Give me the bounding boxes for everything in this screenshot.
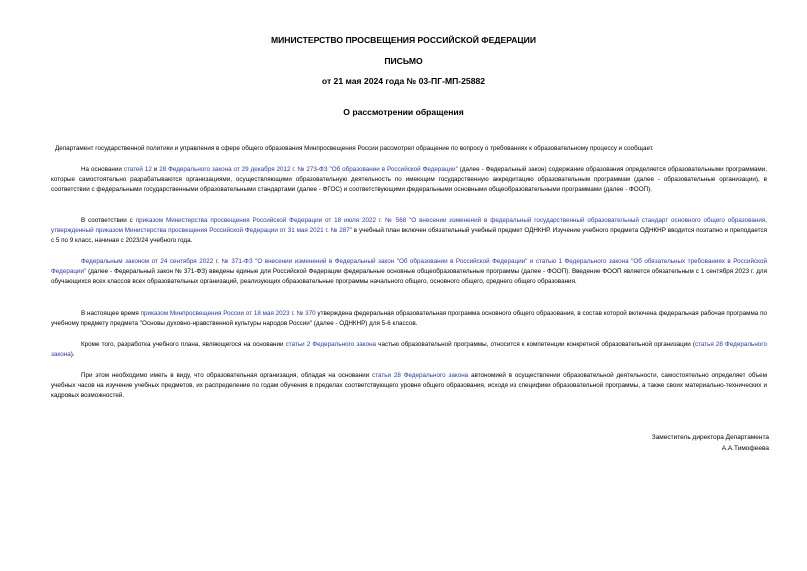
link-article-12[interactable]: статей 12 xyxy=(123,166,152,173)
link-article-28-autonomy[interactable]: статьи 28 Федерального закона xyxy=(372,372,469,379)
paragraph-2 xyxy=(51,165,767,195)
paragraph-7-text-2: автономией в осуществлении образовательной деятельности, самостоятельно определяет объем учебных часов на изучение учебных предметов, их распределение по годам обучения в пределах соответствующего уровня общего образования, исходя из специфики образовательной программы, а также своих материально-технических и кадровых возможностей. xyxy=(51,372,767,399)
paragraph-3 xyxy=(51,216,767,246)
paragraph-5-text-2: утверждена федеральная образовательная программа основного общего образования, в состав которой включена федеральная рабочая программа по учебному предмету предмета "Основы духовно-нравственной культуры народов России" (далее - ОДНКНР) для 5-6 классов. xyxy=(51,310,767,327)
paragraph-6 xyxy=(51,340,767,360)
paragraph-7-text-1: При этом необходимо иметь в виду, что образовательная организация, обладая на основании xyxy=(81,372,373,379)
signature-position: Заместитель директора Департамента xyxy=(651,434,769,441)
link-federal-law-371[interactable]: Федеральным законом от 24 сентября 2022 г. № 371-ФЗ "О внесении изменений в Федеральный закон "Об образовании в Российской Федерации" и статью 1 Федерального закона "Об обязательных требованиях в Российской Федерации" xyxy=(51,258,767,275)
paragraph-7 xyxy=(51,371,767,401)
link-article-28[interactable]: статья 28 Федерального закона xyxy=(51,341,767,358)
ministry-title: МИНИСТЕРСТВО ПРОСВЕЩЕНИЯ РОССИЙСКОЙ ФЕДЕРАЦИИ xyxy=(270,35,537,45)
paragraph-1-text: Департамент государственной политики и управления в сфере общего образования Минпросвещения России рассмотрел обращение по вопросу о требованиях к образовательному процессу и сообщает. xyxy=(55,145,654,152)
paragraph-6-text-1: Кроме того, разработка учебного плана, являющегося на основании xyxy=(81,341,286,348)
link-order-370[interactable]: приказом Минпросвещения России от 18 мая 2023 г. № 370 xyxy=(140,310,316,317)
paragraph-2-text-3: (далее - Федеральный закон) содержание образования определяется образовательными программами, которые самостоятельно разрабатываются организациями, осуществляющими образовательную деятельность по имеющим государственную аккредитацию образовательным программам (далее - образовательные организации), в соответствии с федеральными государственными образовательными стандартами (далее - ФГОС) и соответствующими федеральными основными общеобразовательными программами (далее - ФООП). xyxy=(51,166,767,193)
link-federal-law-273[interactable]: 28 Федерального закона от 29 декабря 2012 г. № 273-ФЗ "Об образовании в Российской Федерации" xyxy=(159,166,458,173)
paragraph-2-text-2: и xyxy=(151,166,160,173)
paragraph-2-text-1: На основании xyxy=(81,166,124,173)
paragraph-5 xyxy=(51,309,767,329)
document-subject: О рассмотрении обращения xyxy=(343,107,464,117)
paragraph-6-text-2: частью образовательной программы, относится к компетенции конкретной образовательной организации ( xyxy=(376,341,695,348)
paragraph-6-text-3: ). xyxy=(70,351,75,358)
document-type: ПИСЬМО xyxy=(384,56,423,66)
paragraph-4 xyxy=(51,257,767,287)
paragraph-3-text-1: В соответствии с xyxy=(81,217,136,224)
paragraph-3-text-2: в учебный план включен обязательный учебный предмет ОДНКНР. Изучение учебного предмета ОДНКНР вводится поэтапно и преподается с 5 по 9 класс, начиная с 2023/24 учебного года. xyxy=(51,227,767,244)
paragraph-5-text-1: В настоящее время xyxy=(81,310,141,317)
paragraph-4-text-1: (далее - Федеральный закон № 371-ФЗ) введены единые для Российской Федерации федеральные основные общеобразовательные программы (далее - ФООП). Введение ФООП является обязательным с 1 сентября 2023 г. для обучающихся всех классов всех образовательных организаций, реализующих образовательные программы начального общего, основного общего, среднего общего образования. xyxy=(51,268,767,285)
document-date-number: от 21 мая 2024 года № 03-ПГ-МП-25882 xyxy=(321,76,486,86)
link-order-568[interactable]: приказом Министерства просвещения Российской Федерации от 18 июля 2022 г. № 568 "О внесении изменений в федеральный государственный образовательный стандарт основного общего образования, утвержденный приказом Министерства просвещения Российской Федерации от 31 мая 2021 г. № 287" xyxy=(51,217,768,234)
link-article-2[interactable]: статьи 2 Федерального закона xyxy=(285,341,377,348)
paragraph-1 xyxy=(51,144,767,154)
signature-name: А.А.Тимофеева xyxy=(721,445,769,452)
